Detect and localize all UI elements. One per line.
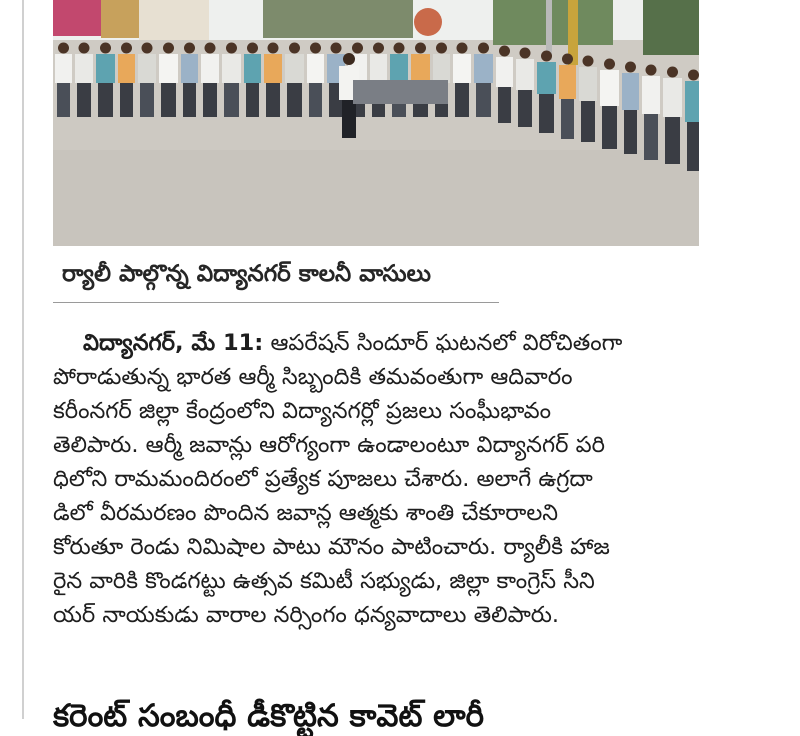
article-body <box>53 326 703 632</box>
person-shirt <box>159 54 178 83</box>
person-shirt <box>370 54 387 83</box>
person-shirt <box>222 54 241 83</box>
person-shirt <box>579 67 597 101</box>
article-line-2: పోరాడుతున్న భారత ఆర్మీ సిబ్బందికి తమవంతుగా ఆదివారం <box>53 364 573 390</box>
person-shirt <box>642 76 660 114</box>
person-legs <box>644 114 658 160</box>
person-legs <box>455 83 469 117</box>
person-shirt <box>138 54 156 83</box>
trees-far-right <box>643 0 699 55</box>
person-shirt <box>96 54 115 83</box>
person-shirt <box>181 54 198 83</box>
person-head <box>604 59 615 70</box>
person-legs <box>539 94 554 133</box>
person-legs <box>476 83 491 117</box>
person-shirt <box>600 70 619 106</box>
person-shirt <box>453 54 471 83</box>
rally-photo-illustration <box>53 0 699 246</box>
next-article-headline: కరెంట్ సంబంధీ డీకొట్టిన కావెట్ లారీ <box>53 698 485 734</box>
news-photo <box>53 0 699 246</box>
person-head <box>520 48 531 59</box>
trees-right <box>493 0 613 45</box>
article-line-4: తెలిపారు. ఆర్మీ జవాన్లు ఆరోగ్యంగా ఉండాలంటూ విద్యానగర్ పరి <box>53 432 605 458</box>
person-legs <box>203 83 217 117</box>
body-text: ఆపరేషన్ సిందూర్ ఘటనలో విరోచితంగా <box>263 330 623 356</box>
person-shirt <box>75 54 93 83</box>
person-head <box>646 65 657 76</box>
person-shirt <box>118 54 135 83</box>
person-head <box>247 43 258 54</box>
person-legs <box>77 83 91 117</box>
person-shirt <box>496 57 513 87</box>
article-line-1 <box>53 326 703 360</box>
article-line-7: కోరుతూ రెండు నిమిషాల పాటు మౌనం పాటించారు. ర్యాలీకి హాజ <box>53 534 610 560</box>
person-legs <box>98 83 113 117</box>
person-legs <box>140 83 154 117</box>
person-head <box>79 43 90 54</box>
article-line-5: ధిలోని రామమందిరంలో ప్రత్యేక పూజలు చేశారు. అలాగే ఉగ్రదా <box>53 466 593 492</box>
person-shirt <box>559 65 576 99</box>
held-banner <box>353 80 448 104</box>
person-head <box>373 43 384 54</box>
person-shirt <box>685 81 699 122</box>
person-shirt <box>663 78 682 117</box>
road-near <box>53 150 699 246</box>
person-head <box>184 43 195 54</box>
person-head <box>583 56 594 67</box>
person-shirt <box>411 54 430 83</box>
column-rule <box>22 0 24 719</box>
article-line-8: రైన వారికి కొండగట్టు ఉత్సవ కమిటీ సభ్యుడు, జిల్లా కాంగ్రెస్ సీని <box>53 568 595 594</box>
person-legs <box>561 99 574 139</box>
person-head <box>478 43 489 54</box>
article-line-3: కరీంనగర్ జిల్లా కేంద్రంలోని విద్యానగర్లో ప్రజలు సంఘీభావం <box>53 398 552 424</box>
person-legs <box>518 90 532 127</box>
person-head <box>205 43 216 54</box>
person-shirt <box>307 54 324 83</box>
person-legs <box>266 83 280 117</box>
person-legs <box>665 117 680 164</box>
person-head <box>310 43 321 54</box>
person-shirt <box>390 54 408 83</box>
person-shirt <box>55 54 72 83</box>
person-shirt <box>433 54 450 83</box>
person-head <box>415 43 426 54</box>
person-legs <box>602 106 617 149</box>
person-legs <box>224 83 239 117</box>
person-legs <box>498 87 511 123</box>
person-head <box>289 43 300 54</box>
article-line-9: యర్ నాయకుడు వారాల నర్సింగం ధన్యవాదాలు తెలిపారు. <box>53 602 560 628</box>
person-head <box>541 51 552 62</box>
person-head <box>226 43 237 54</box>
person-shirt <box>201 54 219 83</box>
person-head <box>436 43 447 54</box>
leader-legs <box>342 100 356 138</box>
person-head <box>457 43 468 54</box>
person-head <box>688 70 699 81</box>
person-head <box>667 67 678 78</box>
person-head <box>352 43 363 54</box>
banner-pink <box>53 0 101 36</box>
person-head <box>394 43 405 54</box>
person-shirt <box>264 54 282 83</box>
trees-left <box>263 0 413 38</box>
caption-divider <box>53 302 499 303</box>
person-head <box>268 43 279 54</box>
leader-head <box>343 53 355 65</box>
flowering-tree <box>414 8 442 36</box>
person-legs <box>687 122 699 171</box>
person-shirt <box>285 54 304 83</box>
person-shirt <box>474 54 493 83</box>
person-shirt <box>622 73 639 110</box>
person-legs <box>246 83 259 117</box>
person-legs <box>624 110 637 154</box>
person-head <box>100 43 111 54</box>
person-head <box>625 62 636 73</box>
person-shirt <box>516 59 534 90</box>
banner-yellow <box>101 0 139 38</box>
person-legs <box>161 83 176 117</box>
photo-caption: ర్యాలీ పాల్గొన్న విద్యానగర్ కాలనీ వాసులు <box>62 261 431 287</box>
person-legs <box>57 83 70 117</box>
person-head <box>121 43 132 54</box>
person-head <box>58 43 69 54</box>
person-legs <box>287 83 302 117</box>
person-legs <box>183 83 196 117</box>
person-legs <box>309 83 322 117</box>
dateline: విద్యానగర్, మే 11: <box>83 330 264 356</box>
banner-white <box>139 0 209 40</box>
person-head <box>562 54 573 65</box>
person-legs <box>120 83 133 117</box>
person-legs <box>581 101 595 142</box>
person-head <box>499 46 510 57</box>
article-line-6: డిలో వీరమరణం పొందిన జవాన్ల ఆత్మకు శాంతి చేకూరాలని <box>53 500 559 526</box>
person-shirt <box>244 54 261 83</box>
person-head <box>142 43 153 54</box>
person-head <box>163 43 174 54</box>
person-head <box>331 43 342 54</box>
person-shirt <box>537 62 556 94</box>
